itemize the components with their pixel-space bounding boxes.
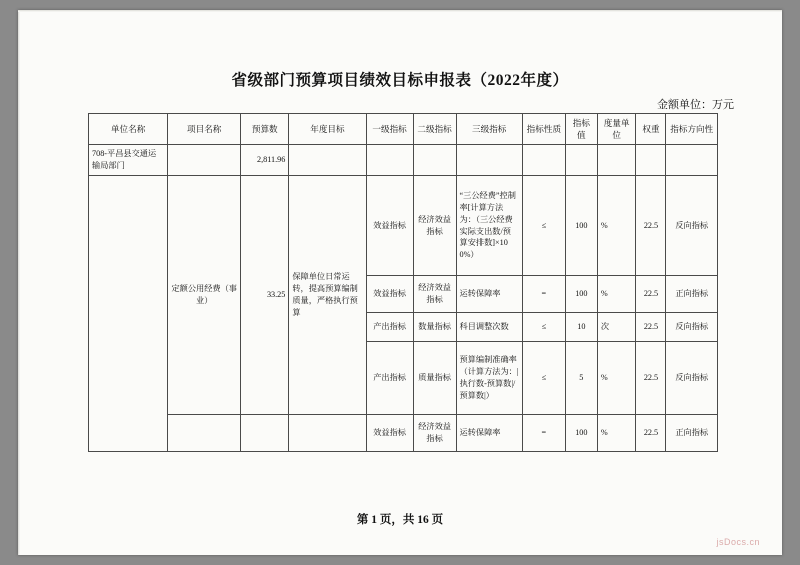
indicator-level3: 运转保障率 xyxy=(456,276,522,313)
project-annual-goal-cell: 保障单位日常运转，提高预算编制质量，严格执行预算 xyxy=(289,176,366,415)
indicator-direction: 正向指标 xyxy=(666,276,718,313)
row-project-blank xyxy=(168,415,241,452)
unit-weight-blank xyxy=(636,145,666,176)
indicator-weight: 22.5 xyxy=(636,342,666,415)
indicator-nature: ≤ xyxy=(522,342,565,415)
indicator-nature: = xyxy=(522,415,565,452)
unit-budget-cell: 2,811.96 xyxy=(241,145,289,176)
indicator-weight: 22.5 xyxy=(636,176,666,276)
unit-l2-blank xyxy=(413,145,456,176)
project-name-cell: 定额公用经费（事业） xyxy=(168,176,241,415)
unit-summary-row xyxy=(89,145,718,176)
amount-unit-note: 金额单位：万元 xyxy=(657,99,734,111)
indicator-nature: = xyxy=(522,276,565,313)
indicator-value: 10 xyxy=(565,313,597,342)
indicator-value: 100 xyxy=(565,415,597,452)
col-header-annual-goal: 年度目标 xyxy=(289,114,366,145)
page-number-footer: 第 1 页，共 16 页 xyxy=(356,514,444,526)
col-header-level2: 二级指标 xyxy=(413,114,456,145)
indicator-weight: 22.5 xyxy=(636,415,666,452)
unit-unit-blank xyxy=(597,145,636,176)
indicator-level2: 经济效益指标 xyxy=(413,415,456,452)
indicator-level1: 效益指标 xyxy=(366,276,413,313)
table-header-row xyxy=(89,114,718,145)
col-header-weight: 权重 xyxy=(636,114,666,145)
page-edge-shadow-left xyxy=(18,10,20,555)
indicator-level2: 经济效益指标 xyxy=(413,176,456,276)
col-header-level1: 一级指标 xyxy=(366,114,413,145)
unit-direction-blank xyxy=(666,145,718,176)
indicator-weight: 22.5 xyxy=(636,276,666,313)
indicator-direction: 反向指标 xyxy=(666,342,718,415)
indicator-nature: ≤ xyxy=(522,176,565,276)
row-budget-blank xyxy=(241,415,289,452)
watermark-label: jsDocs.cn xyxy=(716,537,760,547)
indicator-level1: 效益指标 xyxy=(366,176,413,276)
unit-goal-blank xyxy=(289,145,366,176)
col-header-unit-name: 单位名称 xyxy=(89,114,168,145)
indicator-direction: 正向指标 xyxy=(666,415,718,452)
indicator-unit: % xyxy=(597,276,636,313)
page-title: 省级部门预算项目绩效目标申报表（2022年度） xyxy=(231,72,569,89)
col-header-level3: 三级指标 xyxy=(456,114,522,145)
indicator-level3: “三公经费”控制率[计算方法为：（三公经费实际支出数/预算安排数]×100%） xyxy=(456,176,522,276)
indicator-unit: % xyxy=(597,415,636,452)
project-budget-cell: 33.25 xyxy=(241,176,289,415)
table-row xyxy=(89,415,718,452)
table-row xyxy=(89,176,718,276)
unit-nature-blank xyxy=(522,145,565,176)
indicator-direction: 反向指标 xyxy=(666,176,718,276)
indicator-unit: % xyxy=(597,176,636,276)
indicator-level2: 经济效益指标 xyxy=(413,276,456,313)
indicator-level1: 产出指标 xyxy=(366,342,413,415)
page-edge-shadow-top xyxy=(18,10,782,12)
col-header-direction: 指标方向性 xyxy=(666,114,718,145)
indicator-weight: 22.5 xyxy=(636,313,666,342)
col-header-unit: 度量单位 xyxy=(597,114,636,145)
indicator-level3: 科目调整次数 xyxy=(456,313,522,342)
indicator-direction: 反向指标 xyxy=(666,313,718,342)
indicator-nature: ≤ xyxy=(522,313,565,342)
indicator-value: 5 xyxy=(565,342,597,415)
unit-name-cell: 708-平昌县交通运输局部门 xyxy=(89,145,168,176)
row-goal-blank xyxy=(289,415,366,452)
col-header-project-name: 项目名称 xyxy=(168,114,241,145)
indicator-value: 100 xyxy=(565,276,597,313)
indicator-level1: 效益指标 xyxy=(366,415,413,452)
indicator-level3: 运转保障率 xyxy=(456,415,522,452)
indicator-level3: 预算编制准确率（计算方法为：|执行数-预算数|/预算数|） xyxy=(456,342,522,415)
indicator-level2: 质量指标 xyxy=(413,342,456,415)
indicator-level2: 数量指标 xyxy=(413,313,456,342)
indicator-unit: % xyxy=(597,342,636,415)
indicator-level1: 产出指标 xyxy=(366,313,413,342)
indicator-value: 100 xyxy=(565,176,597,276)
unit-value-blank xyxy=(565,145,597,176)
performance-target-table xyxy=(88,113,718,452)
col-header-budget: 预算数 xyxy=(241,114,289,145)
row-unit-blank xyxy=(89,176,168,452)
unit-project-blank xyxy=(168,145,241,176)
col-header-value: 指标值 xyxy=(565,114,597,145)
document-page xyxy=(18,10,782,555)
indicator-unit: 次 xyxy=(597,313,636,342)
unit-l3-blank xyxy=(456,145,522,176)
unit-l1-blank xyxy=(366,145,413,176)
col-header-nature: 指标性质 xyxy=(522,114,565,145)
